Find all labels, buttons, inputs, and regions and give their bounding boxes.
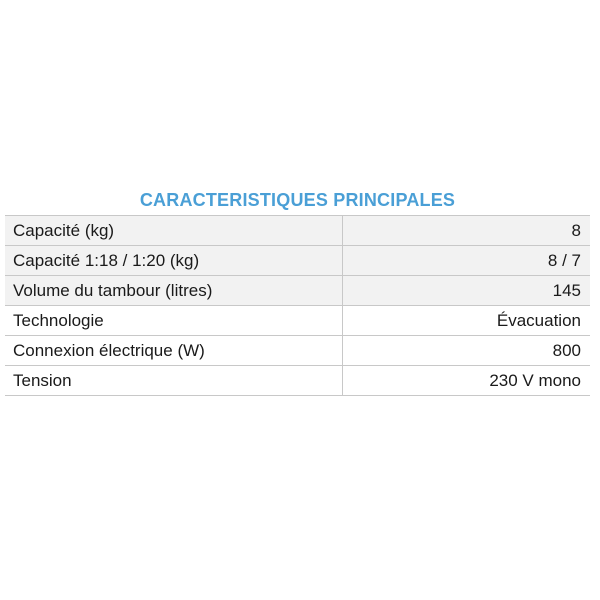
table-row — [5, 336, 590, 366]
spec-label: Capacité 1:18 / 1:20 (kg) — [5, 246, 343, 276]
spec-label: Volume du tambour (litres) — [5, 276, 343, 306]
spec-table — [5, 215, 590, 396]
spec-label: Capacité (kg) — [5, 216, 343, 246]
table-row — [5, 216, 590, 246]
spec-label: Tension — [5, 366, 343, 396]
spec-value: 800 — [343, 336, 591, 366]
spec-value: 8 / 7 — [343, 246, 591, 276]
spec-label: Technologie — [5, 306, 343, 336]
spec-value: Évacuation — [343, 306, 591, 336]
spec-label: Connexion électrique (W) — [5, 336, 343, 366]
table-row — [5, 306, 590, 336]
spec-panel — [5, 188, 590, 396]
table-row — [5, 366, 590, 396]
spec-value: 230 V mono — [343, 366, 591, 396]
table-row — [5, 246, 590, 276]
table-row — [5, 276, 590, 306]
spec-title: CARACTERISTIQUES PRINCIPALES — [139, 190, 456, 210]
spec-value: 8 — [343, 216, 591, 246]
spec-value: 145 — [343, 276, 591, 306]
